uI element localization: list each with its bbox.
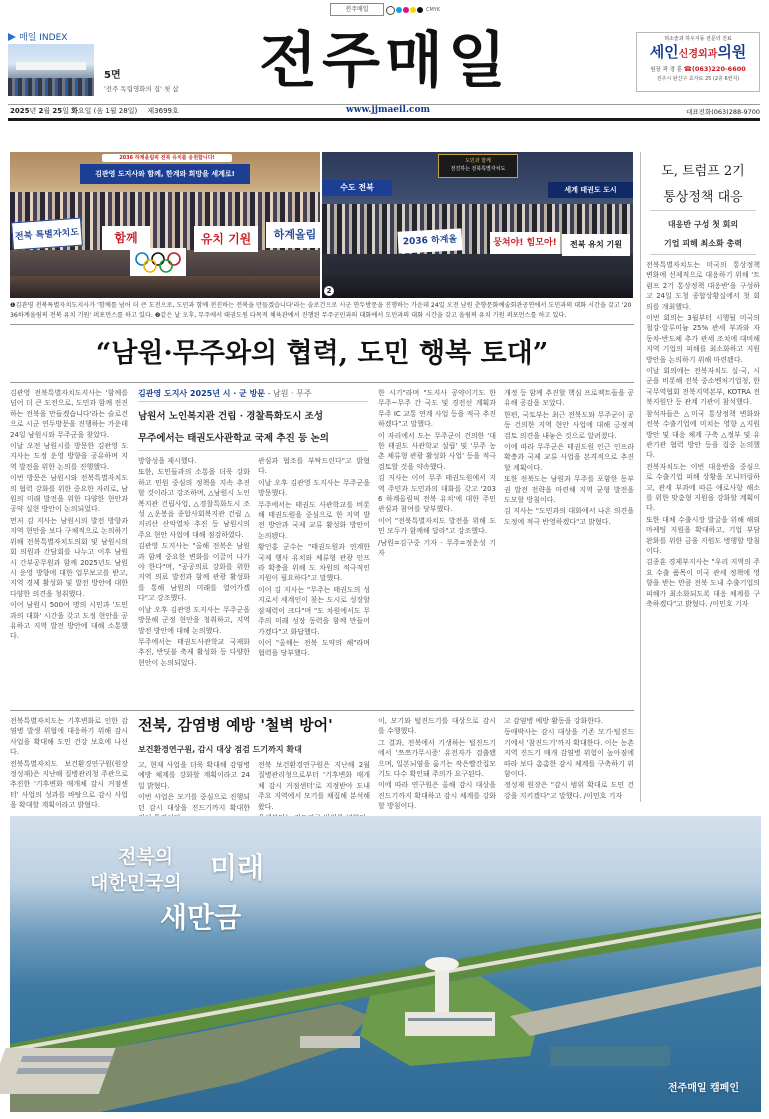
main-article-col-4: 한 시기"라며 "도지사 공약이기도 한 무주~무주 간 국도 및 경전선 계획과 무주 IC 교통 연계 사업 등을 적극 추진하겠다"고 말했다. 이 자리에서 도는 무주군이 건의한 '대한 태권도 사관학교 설립' 및 '무주 농촌 체류형 관광 활성화 사업' 등을 적극 검토할 것을 약속했다. 김 지사는 이어 무주 태권도원에서 지역 주민과 도민과의 대화를 갖고 '2036 하계올림픽 전북 유치'에 대한 주민 관심과 참여를 당부했다. 이어 "전북특별자치도 발전을 위해 도민 모두가 함께해 달라"고 강조했다. /남원=김구중 기자 · 무주=정운성 기자 (378, 389, 496, 558)
main-article-col-2: 방향성을 제시했다. 또한, 도민들과의 소통을 더욱 강화하고 민원 중심의 정책을 지속 추진할 것이라고 강조하며, △남원시 노인복지관 건립사업, △경찰특화도시 조성 △운봉읍 종합사회복지관 건립 △지리산 산악열차 추진 등 남원시의 주요 현안 사업에 대해 점검하였다. 김관영 도지사는 "올해 전북은 남원과 함께 중요한 변화를 이끌어 나가야 한다"며, "공공의료 강화를 위한 지역 의료 발전과 함께 관광 활성화를 통해 남원의 미래를 열어가겠다"고 강조했다. 이날 오후 김관영 도지사는 무주군을 방문해 군정 현안을 청취하고, 지역 발전 방안에 대해 논의했다. 무주에서는 태권도사관학교 국제화 추진, 반딧불 축제 활성화 등 다양한 현안이 논의되었다. (138, 457, 250, 667)
lower-article-col-1: 전북특별자치도는 기후변화로 인한 감염병 발생 위협에 대응하기 위해 감시 사업을 확대해 도민 건강 보호에 나선다. 전북특별자치도 보건환경연구원(원장 정성재)은 지난해 질병관리청 주관으로 추진한 '기후변화 매개체 감시 거점센터' 사업의 성과를 바탕으로 감시 사업을 확대할 계획이라고 밝혔다. (10, 717, 128, 810)
main-headline: “남원·무주와의 협력, 도민 행복 토대” (95, 338, 549, 369)
side-article-body: 전북특별자치도는 미국의 통상정책 변화에 선제적으로 대응하기 위해 '트럼프 2기 통상정책 대응반'을 구성하고 24일 도청 종합상황실에서 첫 회의를 개최했다. 이번 회의는 3월부터 시행될 미국의 철강·알루미늄 25% 관세 부과와 자동차·반도체 추가 관세 조치에 대비해 지역 기업의 피해를 최소화하고 지원 방안을 논의하기 위해 마련됐다. 이날 회의에는 전북자치도 실·국, 시군을 비롯해 전북 중소벤처기업청, 한국무역협회 전북지역본부, KOTRA 전북지원단 등 관계 기관이 참석했다. 참석자들은 △미국 통상정책 변화와 전북 수출기업에 미치는 영향 △지원방안 및 대응 체계 구축 △정부 및 유관기관 협력 방안 등을 집중 논의했다. 전북자치도는 이번 대응반을 중심으로 수출기업 피해 상황을 모니터링하고, 관세 부과에 따른 애로사항 해소를 위한 맞춤형 지원을 강화할 계획이다. 또한 대체 수출시장 발굴을 위해 해외 마케팅 지원을 확대하고, 기업 부담 완화를 위한 금융 지원도 병행할 방침이다. 김종훈 경제부지사는 "우리 지역의 주요 수출 품목이 미국 관세 정책에 영향을 받는 만큼 전북 도내 수출기업의 피해가 최소화되도록 대응 체계를 구축하겠다"고 밝혔다. /이민호 기자 (646, 261, 760, 608)
lower-sub: 보건환경연구원, 감시 대상 점검 드기까지 확대 (138, 745, 302, 754)
ad-signature: 전주매일 캠페인 (667, 1083, 739, 1094)
ad-line-4: 새만금 (160, 901, 242, 934)
index-page: 5면 (104, 70, 121, 81)
lower-article-col-4: 이, 모기와 털진드기를 대상으로 감시를 수행했다. 그 결과, 전북에서 기생하는 털진드기에서 '쯔쯔가무시증' 유전자가 검출됐으며, 일본뇌염을 옮기는 작은빨간집모기도 다수 확인돼 주의가 요구된다. 이에 따라 연구원은 올해 감시 대상을 진드기까지 확대하고 감시 체계를 강화할 방침이다. (378, 717, 496, 811)
main-article-col-3: 관심과 협조를 부탁드린다"고 밝혔다. 이날 오후 김관영 도지사는 무주군을 방문했다. 무주에서는 태권도 사관학교를 비롯해 태권도원을 중심으로 한 지역 발전 방안과 국제 교류 활성화 방안이 논의됐다. 황인홍 군수는 "태권도원과 연계한 국제 행사 유치와 체류형 관광 인프라 확충을 위해 도 차원의 적극적인 지원이 필요하다"고 말했다. 이어 김 지사는 "무주는 태권도의 성지로서 세계인이 찾는 도시로 성장할 잠재력이 크다"며 "도 차원에서도 무주의 미래 성장 동력을 함께 만들어가겠다"고 화답했다. 이어 "올해는 전북 도약의 해"라며 협력을 당부했다. (258, 457, 370, 658)
side-sub-1: 대응반 구성 첫 회의 (667, 220, 739, 229)
ad-line-1: 전북의 (118, 846, 174, 868)
index-thumbnail (8, 44, 94, 96)
side-headline-1: 도, 트럼프 2기 (661, 164, 745, 179)
main-sub-2: 무주에서는 태권도사관학교 국제 추진 등 논의 (138, 433, 329, 444)
lower-article-col-2: 고, 현재 사업을 더욱 확대해 감염병 예방 체계를 강화할 계획이라고 24일 밝혔다. 이번 사업은 모기를 중심으로 진행되던 감시 대상을 진드기까지 확대한 (138, 761, 250, 812)
index-desc: '전주 독립영화의 집' 첫 삽 (104, 85, 179, 93)
registration-icon (386, 6, 395, 15)
index-box (8, 30, 208, 100)
main-article-col-5: 개정 등 함께 추진할 핵심 프로젝트들을 공유해 공감을 모았다. 한편, 국토부는 최근 전북도와 무주군이 공동 건의한 지역 현안 사업에 대해 긍정적 검토 의견을 내놓은 것으로 알려졌다. 이에 따라 무주군은 태권도원 인근 인프라 확충과 국제 교류 사업을 본격적으로 추진할 계획이다. 또한 전북도는 남원과 무주를 포함한 동부권 발전 전략을 마련해 지역 균형 발전을 도모할 방침이다. 김 지사는 "도민과의 대화에서 나온 의견을 도정에 적극 반영하겠다"고 밝혔다. (504, 389, 634, 526)
issue-number: 제3699호 (147, 107, 179, 115)
issue-date: 2025년 2월 25일 화요일 (음 1월 28일) 제3699호 (10, 107, 179, 115)
print-tag-box: 전주매일 (330, 3, 384, 16)
saemangeum-ad (10, 816, 761, 1112)
olympic-rings-icon (130, 248, 186, 276)
photo-muju: 도민과 함께 전진하는 전북특별자치도 수도 전북 세계 태권도 도시 2036 하계올 뭉쳐야! 힘모아! 전북 유치 기원 2 (322, 152, 633, 298)
cmyk-marks: CMYK (386, 4, 440, 16)
ad-line-2: 대한민국의 (90, 872, 182, 894)
lower-article-col-5: 고 감염병 예방 활동을 강화한다. 동애박사는 감시 대상을 기존 모기·털진드기에서 '참진드기'까지 확대한다. 이는 농촌 지역 진드기 매개 감염병 위험이 높아짐에 따라 보다 촘촘한 감시 체계를 구축하기 위함이다. 정성재 원장은 "감시 범위 확대로 도민 건강을 지키겠다"고 말했다. /이민호 기자 (504, 717, 634, 800)
index-label: 매일 INDEX (19, 33, 68, 43)
side-sub-2: 기업 피해 최소화 총력 (664, 239, 742, 248)
lower-article-col-3: 전북 보건환경연구원은 지난해 2월 질병관리청으로부터 '기후변화 매개체 감시 거점센터'로 지정받아 도내 주요 지역에서 모기를 채집해 분석해왔다. (258, 761, 370, 811)
side-headline-2: 통상정책 대응 (663, 190, 743, 205)
header-ad: 혀소술과 하우지동 전문의 진료 세인신경외과의원 원장 곽 경 훈 ☎(063)220-6600 전주시 완산구 효자로 25 (2층 6번지) (636, 32, 760, 92)
main-kicker: 김관영 도지사 2025년 시 · 군 방문 - 남원 · 무주 (138, 389, 312, 398)
ad-line-3: 미래 (210, 851, 265, 884)
main-sub-1: 남원서 노인복지관 건립 · 경찰특화도시 조성 (138, 411, 324, 422)
website-link[interactable]: www.jjmaeil.com (345, 105, 431, 115)
masthead: 전주매일 (259, 26, 511, 96)
photo-caption: ❶김관영 전북특별자치도지사가 '함께를 넘어 더 큰 도전으로, 도민과 함께 전진하는 전북을 만들겠습니다'라는 슬로건으로 시군 연두방문을 진행하는 가운데 24일 오전 남원 춘향문화예술회관공연에서 도민과의 대화 시간을 갖고 '2036하계올림픽 전북 유치 기원' 퍼포먼스를 하고 있다. ❷같은 날 오후, 무주에서 태권도원 다목적 체육관에서 진행된 무주군민과의 대화에서 도민과의 대화 시간을 갖고 올림픽 유치 기원 퍼포먼스를 하고 있다. (10, 302, 632, 319)
phone-number: 대표전화(063)288-9700 (686, 108, 760, 116)
main-article-col-1: 김관영 전북특별자치도지사는 '함께를 넘어 더 큰 도전으로, 도민과 함께 전진하는 전북을 만들겠습니다'라는 슬로건으로 시군 연두방문을 진행하는 가운데 24일 남원시와 무주군을 찾았다. 이날 오전 남원시를 방문한 김관영 도지사는 도정 운영 방향을 공유하며 지역 발전을 위한 논의를 진행했다. 이번 방문은 남원시와 전북특별자치도의 협력 강화를 위한 중요한 자리로, 남원의 미래 발전을 위한 다양한 현안과 공약 실현 방안이 논의되었다. 먼저 김 지사는 남원시의 발전 방향과 지역 현안을 보다 구체적으로 논의하기 위해 전북특별자치도의회 및 남원시의회 의원과 간담회를 나누고 이후 남원시 간부공무원과 함께 2025년도 남원시 운영 방향에 대한 업무보고를 받고, 지역 경제 활성화 및 발전 방안에 대한 다양한 의견을 청취했다. 이어 남원시 500여 명의 시민과 '도민과의 대화' 시간을 갖고 도정 현안을 공유하고 지역 발전 방안에 대해 소통했다. (10, 389, 128, 641)
lower-headline: 전북, 감염병 예방 '철벽 방어' (138, 716, 333, 734)
index-arrow-icon (8, 33, 16, 41)
photo-namwon: 2036 하계올림픽 전북 유치를 응원합니다! 김관영 도지사와 함께, 한계와 희망을 세계로! 전북 특별자치도 함께 유치 기원 하계올림 (10, 152, 320, 298)
